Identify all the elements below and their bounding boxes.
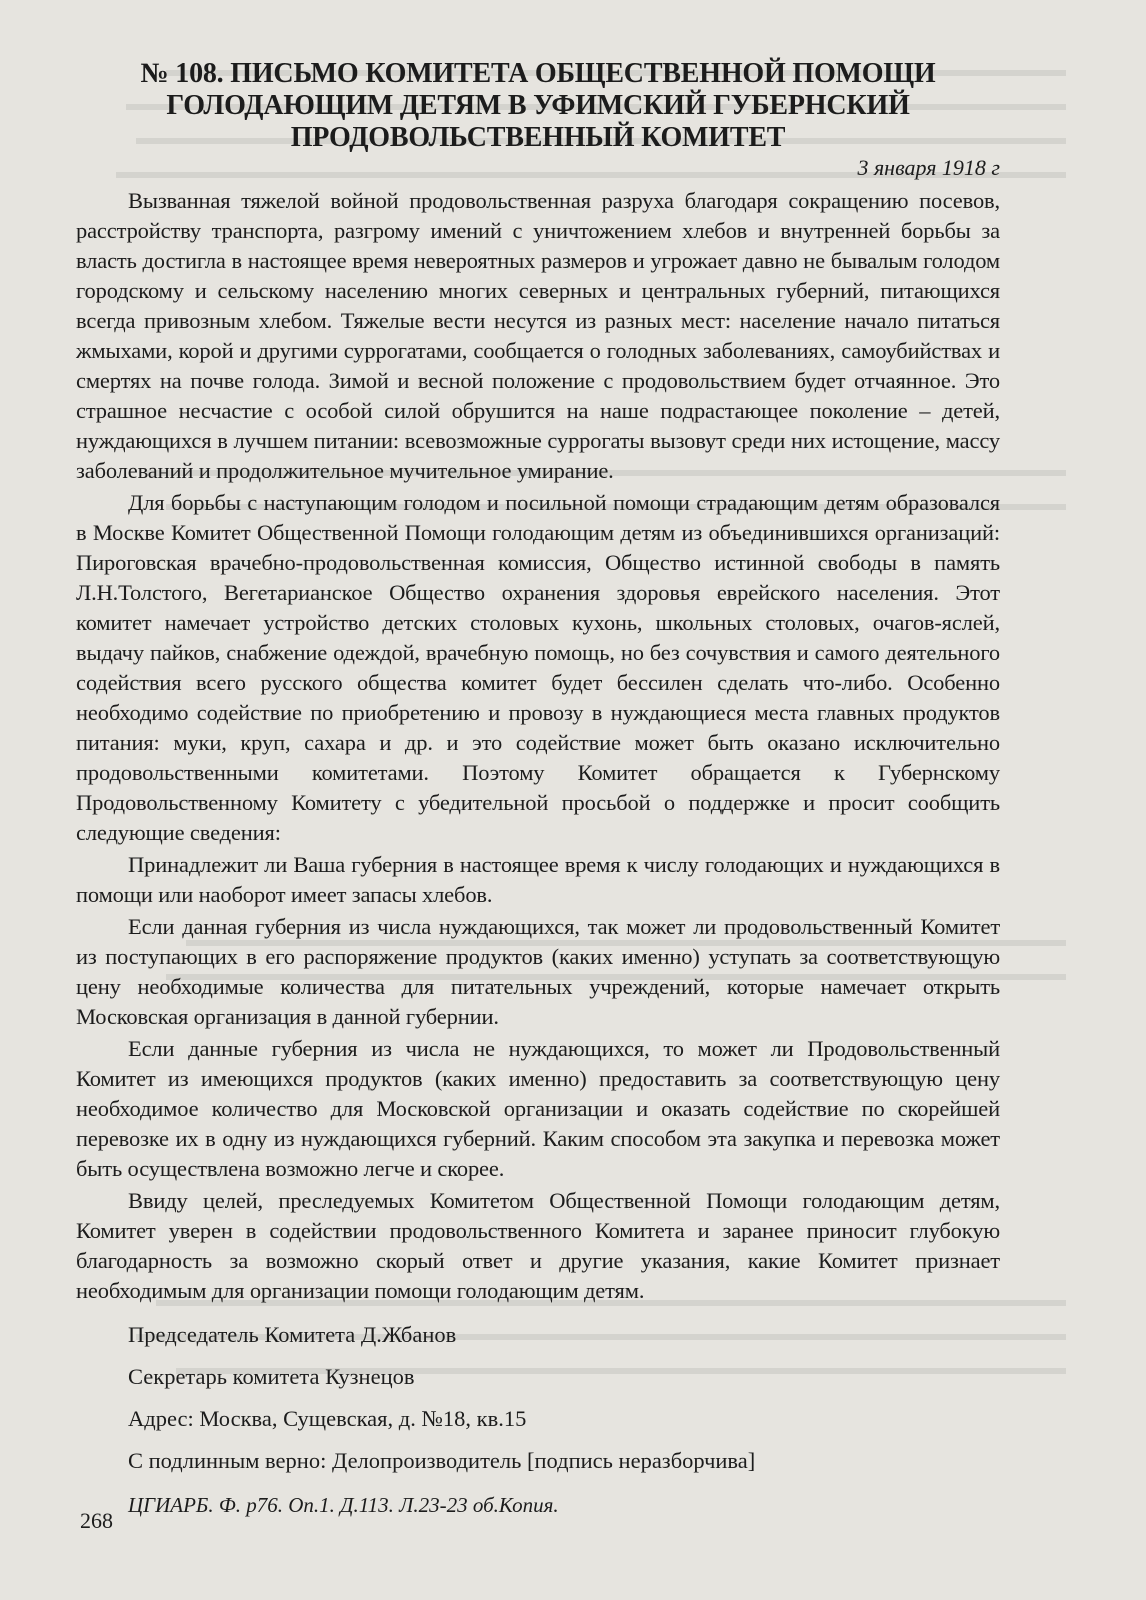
signature-chairman: Председатель Комитета Д.Жбанов (128, 1322, 457, 1347)
paragraph: Для борьбы с наступающим голодом и посильной помощи страдающим детям образовался в Москве Комитет Общественной Помощи голодающим детям из объединившихся организаций: Пироговская врачебно-продовольственная комиссия, Общество истинной свободы в память Л.Н.Толстого, Вегетарианское Общество охранения здоровья еврейского населения. Этот комитет намечает устройство детских столовых кухонь, школьных столовых, очагов-яслей, выдачу пайков, снабжение одеждой, врачебную помощь, но без сочувствия и самого деятельного содействия всего русского общества комитет будет бессилен сделать что-либо. Особенно необходимо содействие по приобретению и провозу в нуждающиеся места главных продуктов питания: муки, круп, сахара и др. и это содействие может быть оказано исключительно продовольственными комитетами. Поэтому Комитет обращается к Губернскому Продовольственному Комитету с убедительной просьбой о поддержке и просит сообщить следующие сведения: (76, 490, 1000, 845)
signature-secretary: Секретарь комитета Кузнецов (128, 1364, 415, 1389)
paragraph: Если данные губерния из числа не нуждающихся, то может ли Продовольственный Комитет из имеющихся продуктов (каких именно) предоставить за соответствующую цену необходимое количество для Московской организации и оказать содействие по скорейшей перевозке их в одну из нуждающихся губерний. Каким способом эта закупка и перевозка может быть осуществлена возможно легче и скорее. (76, 1036, 1000, 1181)
paragraph: Вызванная тяжелой войной продовольственная разруха благодаря сокращению посевов, расстройству транспорта, разгрому имений с уничтожением хлебов и внутренней борьбы за власть достигла в настоящее время невероятных размеров и угрожает давно не бывалым голодом городскому и сельскому населению многих северных и центральных губерний, питающихся всегда привозным хлебом. Тяжелые вести несутся из разных мест: население начало питаться жмыхами, корой и другими суррогатами, сообщается о голодных заболеваниях, самоубийствах и смертях на почве голода. Зимой и весной положение с продовольствием будет отчаянное. Это страшное несчастие с особой силой обрушится на наше подрастающее поколение – детей, нуждающихся в лучшем питании: всевозможные суррогаты вызовут среди них истощение, массу заболеваний и продолжительное мучительное умирание. (76, 188, 1000, 483)
document-body (76, 58, 1000, 1520)
signature-address: Адрес: Москва, Сущевская, д. №18, кв.15 (128, 1406, 527, 1431)
paragraph: Ввиду целей, преследуемых Комитетом Общественной Помощи голодающим детям, Комитет уверен в содействии продовольственного Комитета и заранее приносит глубокую благодарность за возможно скорый ответ и другие указания, какие Комитет признает необходимым для организации помощи голодающим детям. (76, 1188, 1000, 1303)
title-line: ГОЛОДАЮЩИМ ДЕТЯМ В УФИМСКИЙ ГУБЕРНСКИЙ (166, 90, 910, 121)
paragraph: Если данная губерния из числа нуждающихся, так может ли продовольственный Комитет из поступающих в его распоряжение продуктов (каких именно) уступать за соответствующую цену необходимые количества для питательных учреждений, которые намечает открыть Московская организация в данной губернии. (76, 914, 1000, 1029)
archive-reference: ЦГИАРБ. Ф. р76. Оп.1. Д.113. Л.23-23 об.Копия. (128, 1493, 559, 1517)
title-line: № 108. ПИСЬМО КОМИТЕТА ОБЩЕСТВЕННОЙ ПОМОЩИ (140, 58, 936, 89)
signature-certification: С подлинным верно: Делопроизводитель [подпись неразборчива] (128, 1448, 756, 1473)
document-date: 3 января 1918 г (857, 155, 1000, 180)
paragraph: Принадлежит ли Ваша губерния в настоящее время к числу голодающих и нуждающихся в помощи или наоборот имеет запасы хлебов. (76, 852, 1000, 907)
document-title (76, 58, 1000, 154)
page-number: 268 (80, 1508, 113, 1533)
title-line: ПРОДОВОЛЬСТВЕННЫЙ КОМИТЕТ (290, 122, 786, 153)
